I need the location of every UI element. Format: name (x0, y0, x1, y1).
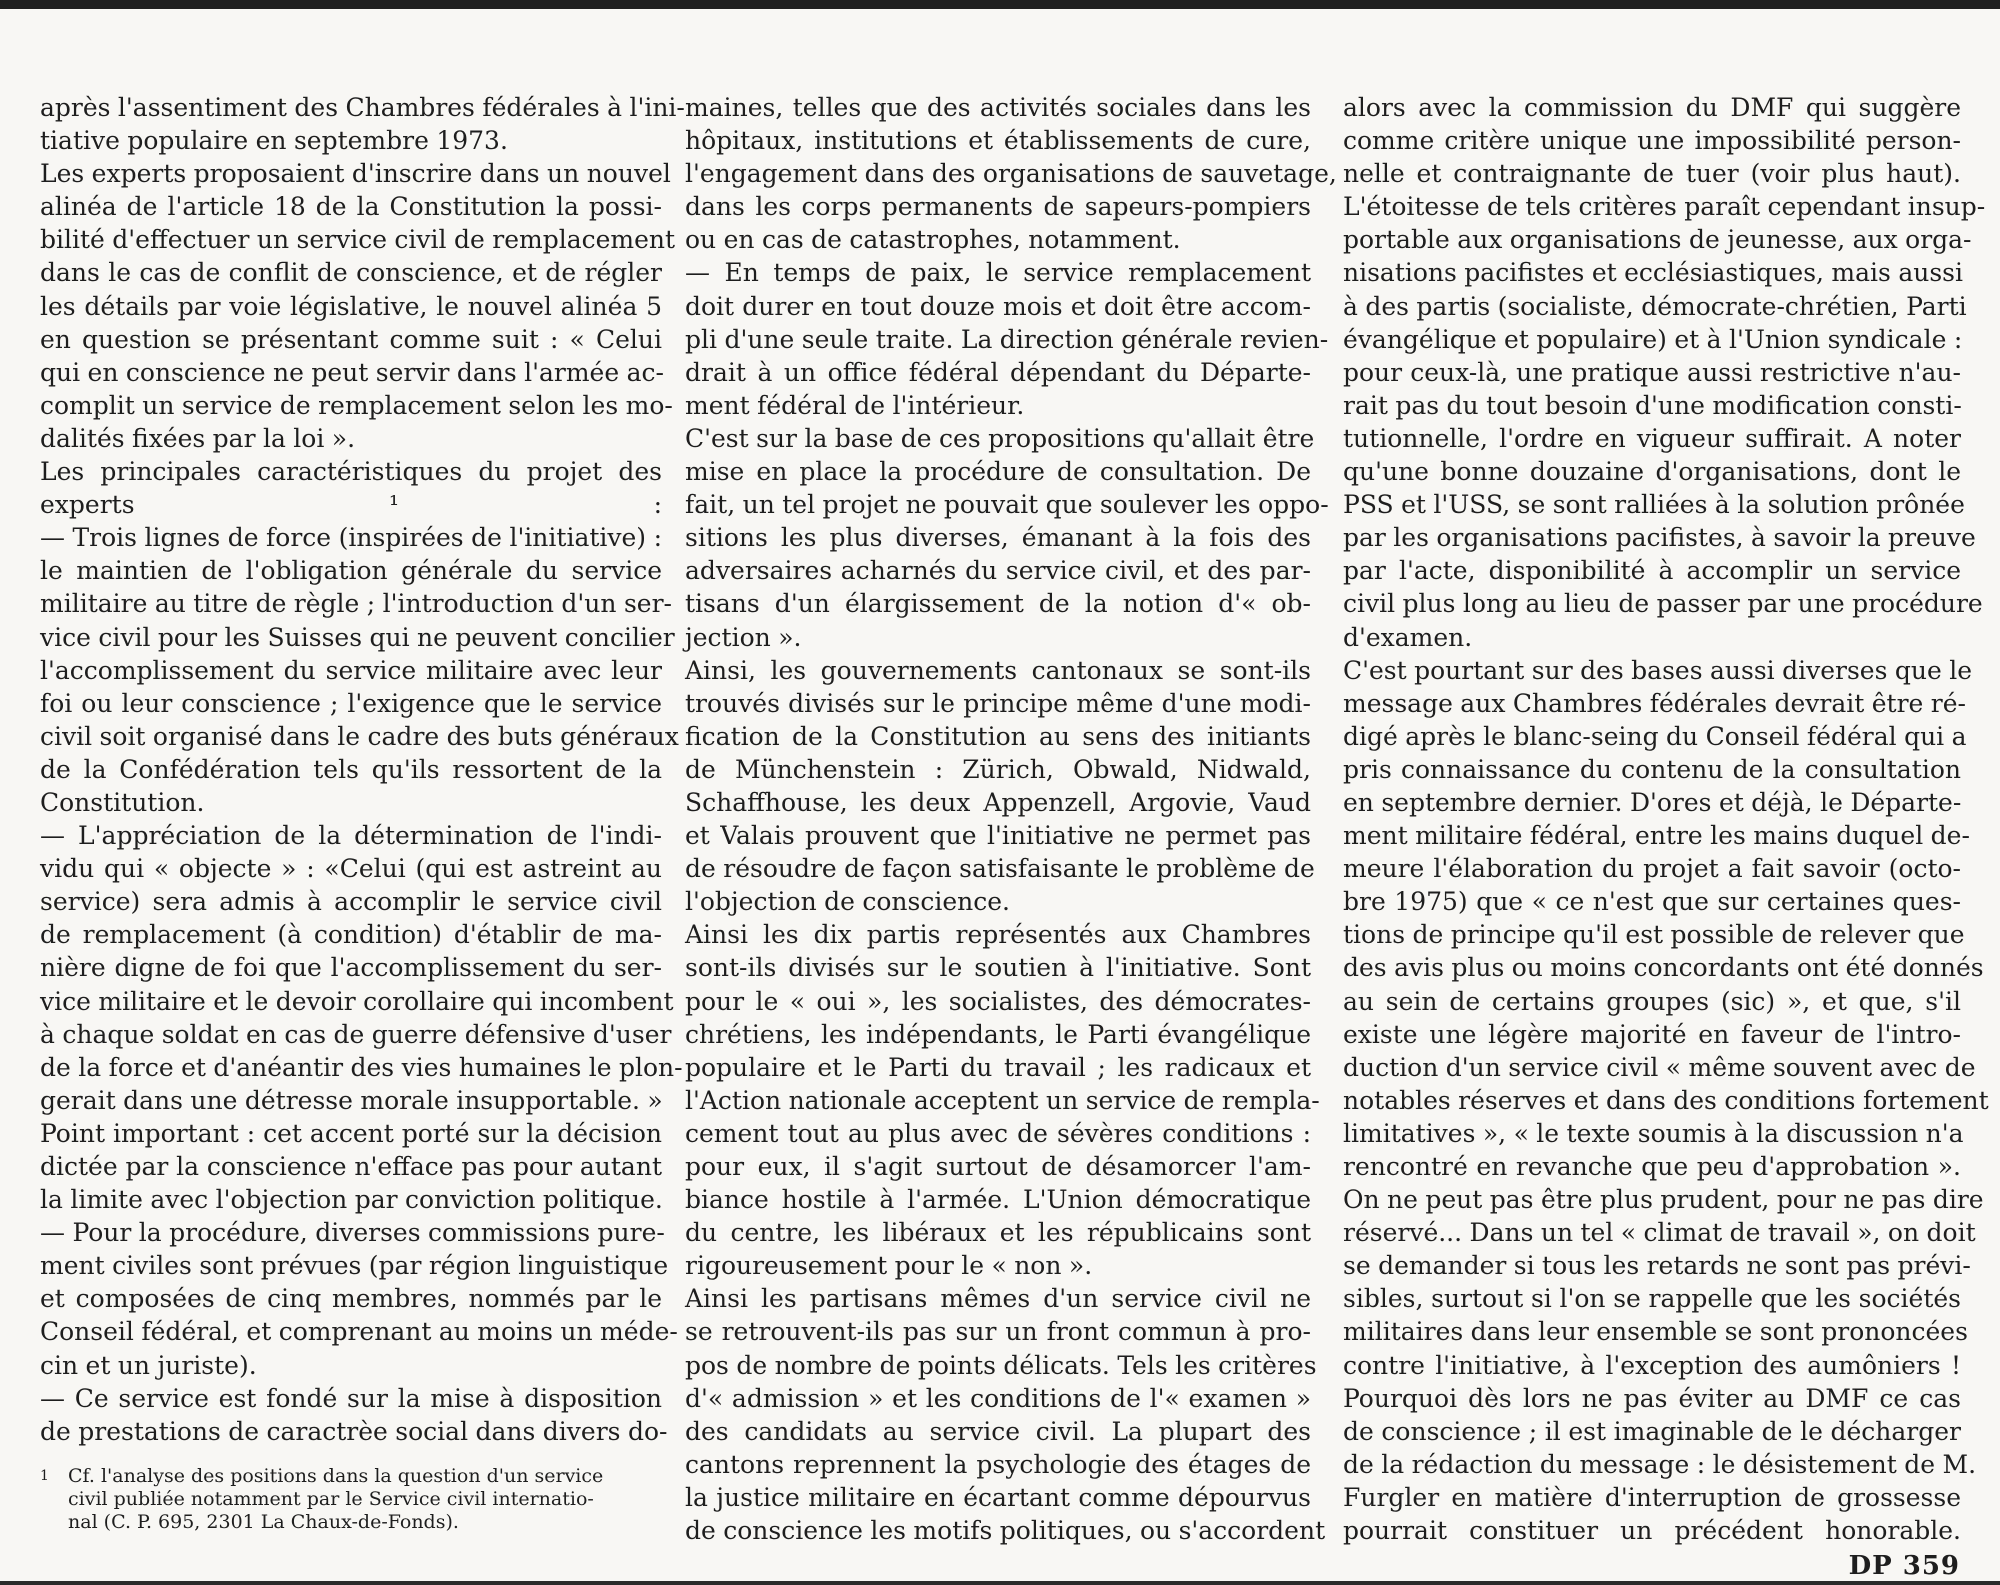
text-line: On ne peut pas être plus prudent, pour ne pas dire (1343, 1185, 1984, 1215)
text-line: notables réserves et dans des conditions fortement (1343, 1085, 1989, 1115)
text-line: mise en place la procédure de consultation. De (685, 457, 1311, 487)
text-line: vice civil pour les Suisses qui ne peuvent concilier (40, 622, 675, 652)
text-line: l'Action nationale acceptent un service de rempla- (685, 1085, 1320, 1115)
text-line: C'est pourtant sur des bases aussi diverses que le (1343, 655, 1972, 685)
text-line: vidu qui « objecte » : «Celui (qui est astreint au (40, 854, 662, 884)
text-line: d'examen. (1343, 622, 1473, 652)
text-line: tions de principe qu'il est possible de relever que (1343, 920, 1965, 950)
text-line: alors avec la commission du DMF qui suggère (1343, 93, 1961, 122)
text-line: tisans d'un élargissement de la notion d'« ob- (685, 589, 1311, 619)
text-line: — Pour la procédure, diverses commissions pure- (40, 1218, 665, 1248)
text-line: sitions les plus diverses, émanant à la fois des (685, 523, 1311, 553)
text-line: meure l'élaboration du projet a fait savoir (octo- (1343, 854, 1961, 884)
text-line: comme critère unique une impossibilité person- (1343, 126, 1961, 156)
text-line: le maintien de l'obligation générale du service (40, 556, 662, 586)
text-line: se demander si tous les retards ne sont pas prévi- (1343, 1251, 1971, 1281)
text-line: à des partis (socialiste, démocrate-chrétien, Parti (1343, 291, 1967, 321)
text-line: Schaffhouse, les deux Appenzell, Argovie, Vaud (685, 787, 1311, 817)
text-line: et composées de cinq membres, nommés par le (40, 1284, 662, 1314)
text-line: vice militaire et le devoir corollaire qui incombent (40, 986, 674, 1016)
text-column-2 (685, 91, 1337, 1547)
text-line: sont-ils divisés sur le soutien à l'initiative. Sont (685, 953, 1311, 983)
text-line: ment fédéral de l'intérieur. (685, 390, 1025, 420)
text-line: ou en cas de catastrophes, notamment. (685, 225, 1181, 255)
text-line: rigoureusement pour le « non ». (685, 1251, 1093, 1281)
text-line: l'accomplissement du service militaire avec leur (40, 655, 662, 685)
text-line: — Ce service est fondé sur la mise à disposition (40, 1383, 662, 1413)
text-line: se retrouvent-ils pas sur un front commun à pro- (685, 1317, 1311, 1347)
text-line: doit durer en tout douze mois et doit être accom- (685, 291, 1311, 321)
text-line: réservé... Dans un tel « climat de travail », on doit (1343, 1218, 1976, 1248)
text-line: nelle et contraignante de tuer (voir plus haut). (1343, 159, 1961, 189)
text-line: fait, un tel projet ne pouvait que soulever les oppo- (685, 490, 1329, 520)
text-line: L'étoitesse de tels critères paraît cependant insup- (1343, 192, 1986, 222)
text-line: maines, telles que des activités sociales dans les (685, 93, 1311, 122)
footnote (40, 1465, 662, 1534)
text-line: Ainsi, les gouvernements cantonaux se sont-ils (685, 655, 1311, 685)
text-line: ment militaire fédéral, entre les mains duquel de- (1343, 821, 1970, 851)
text-line: par les organisations pacifistes, à savoir la preuve (1343, 523, 1976, 553)
text-line: pour eux, il s'agit surtout de désamorcer l'am- (685, 1152, 1311, 1181)
text-line: rait pas du tout besoin d'une modification consti- (1343, 390, 1962, 420)
text-line: C'est sur la base de ces propositions qu'allait être (685, 423, 1315, 453)
text-line: jection ». (685, 622, 802, 652)
text-line: — En temps de paix, le service remplacement (685, 258, 1311, 288)
text-line: Constitution. (40, 787, 205, 817)
text-line: Ainsi les partisans mêmes d'un service civil ne (685, 1284, 1311, 1314)
text-line: pour ceux-là, une pratique aussi restrictive n'au- (1343, 357, 1961, 387)
text-line: nisations pacifistes et ecclésiastiques, mais aussi (1343, 258, 1963, 288)
text-line: Ainsi les dix partis représentés aux Chambres (685, 920, 1311, 950)
text-line: au sein de certains groupes (sic) », et que, s'il (1343, 986, 1961, 1016)
footnote-line: nal (C. P. 695, 2301 La Chaux-de-Fonds). (68, 1511, 459, 1533)
text-line: portable aux organisations de jeunesse, aux orga- (1343, 225, 1972, 255)
text-line: — L'appréciation de la détermination de l'indi- (40, 821, 662, 851)
text-line: Pourquoi dès lors ne pas éviter au DMF ce cas (1343, 1383, 1961, 1413)
text-line: Conseil fédéral, et comprenant au moins un méde- (40, 1317, 678, 1347)
text-line: qui en conscience ne peut servir dans l'armée ac- (40, 357, 664, 387)
text-line: experts ¹ : (40, 490, 662, 520)
text-line: alinéa de l'article 18 de la Constitution la possi- (40, 192, 662, 222)
text-line: cantons reprennent la psychologie des étages de (685, 1449, 1311, 1479)
text-line: l'objection de conscience. (685, 887, 1010, 917)
text-line: des candidats au service civil. La plupart des (685, 1416, 1311, 1446)
text-line: message aux Chambres fédérales devrait être ré- (1343, 688, 1966, 718)
text-line: pourrait constituer un précédent honorable. (1343, 1516, 1961, 1546)
text-line: Furgler en matière d'interruption de grossesse (1343, 1482, 1961, 1512)
text-line: pris connaissance du contenu de la consultation (1343, 754, 1961, 784)
text-line: de la rédaction du message : le désistement de M. (1343, 1449, 1977, 1479)
text-line: service) sera admis à accomplir le service civil (40, 887, 662, 917)
text-line: PSS et l'USS, se sont ralliées à la solution prônée (1343, 490, 1965, 520)
text-line: trouvés divisés sur le principe même d'une modi- (685, 688, 1311, 718)
text-line: évangélique et populaire) et à l'Union syndicale : (1343, 324, 1963, 354)
text-line: l'engagement dans des organisations de sauvetage, (685, 159, 1337, 189)
text-line: drait à un office fédéral dépendant du Départe- (685, 357, 1311, 387)
text-line: dictée par la conscience n'efface pas pour autant (40, 1152, 662, 1181)
text-line: populaire et le Parti du travail ; les radicaux et (685, 1052, 1311, 1082)
text-line: civil plus long au lieu de passer par une procédure (1343, 589, 1983, 619)
text-column-1 (40, 91, 685, 1448)
text-line: pli d'une seule traite. La direction générale revien- (685, 324, 1329, 354)
footnote-line: civil publiée notamment par le Service civil internatio- (68, 1488, 594, 1510)
text-line: bilité d'effectuer un service civil de remplacement (40, 225, 676, 255)
text-line: ment civiles sont prévues (par région linguistique (40, 1251, 669, 1281)
text-line: et Valais prouvent que l'initiative ne permet pas (685, 821, 1311, 851)
text-line: rencontré en revanche que peu d'approbation ». (1343, 1152, 1961, 1181)
text-line: hôpitaux, institutions et établissements de cure, (685, 126, 1311, 156)
text-line: adversaires acharnés du service civil, et des par- (685, 556, 1311, 586)
text-line: d'« admission » et les conditions de l'« examen » (685, 1383, 1311, 1413)
page-number-label: DP 359 (1848, 1551, 1960, 1581)
text-line: — Trois lignes de force (inspirées de l'initiative) : (40, 523, 662, 553)
text-line: contre l'initiative, à l'exception des aumôniers ! (1343, 1350, 1961, 1380)
text-line: les détails par voie législative, le nouvel alinéa 5 (40, 291, 662, 321)
text-line: pour le « oui », les socialistes, des démocrates- (685, 986, 1311, 1016)
text-line: à chaque soldat en cas de guerre défensive d'user (40, 1019, 672, 1049)
text-line: existe une légère majorité en faveur de l'intro- (1343, 1019, 1961, 1049)
text-line: en septembre dernier. D'ores et déjà, le Départe- (1343, 787, 1962, 817)
text-line: de Münchenstein : Zürich, Obwald, Nidwald, (685, 754, 1311, 784)
text-line: limitatives », « le texte soumis à la discussion n'a (1343, 1118, 1964, 1148)
text-line: sibles, surtout si l'on se rappelle que les sociétés (1343, 1284, 1961, 1314)
text-line: de conscience les motifs politiques, ou s'accordent (685, 1516, 1326, 1546)
text-line: la limite avec l'objection par conviction politique. (40, 1185, 663, 1215)
text-line: gerait dans une détresse morale insupportable. » (40, 1085, 663, 1115)
text-line: chrétiens, les indépendants, le Parti évangélique (685, 1019, 1311, 1049)
text-line: Les experts proposaient d'inscrire dans un nouvel (40, 159, 671, 189)
text-line: par l'acte, disponibilité à accomplir un service (1343, 556, 1961, 586)
text-line: Les principales caractéristiques du projet des (40, 457, 662, 487)
text-line: duction d'un service civil « même souvent avec de (1343, 1052, 1976, 1082)
text-line: de la force et d'anéantir des vies humaines le plon- (40, 1052, 683, 1082)
footnote-line: Cf. l'analyse des positions dans la question d'un service (68, 1465, 604, 1487)
text-line: tutionnelle, l'ordre en vigueur suffirait. A noter (1343, 423, 1961, 453)
text-line: de prestations de caractrèe social dans divers do- (40, 1416, 668, 1446)
text-line: de conscience ; il est imaginable de le décharger (1343, 1416, 1961, 1446)
text-line: tiative populaire en septembre 1973. (40, 126, 508, 156)
text-line: complit un service de remplacement selon les mo- (40, 390, 673, 420)
text-line: militaires dans leur ensemble se sont prononcées (1343, 1317, 1968, 1347)
bottom-border-rule (0, 1581, 2000, 1585)
text-column-3 (1343, 91, 1989, 1547)
text-line: après l'assentiment des Chambres fédérales à l'ini- (40, 93, 685, 122)
text-line: de la Confédération tels qu'ils ressortent de la (40, 754, 662, 784)
top-border-rule (0, 0, 2000, 9)
text-line: Point important : cet accent porté sur la décision (40, 1118, 662, 1148)
text-line: de remplacement (à condition) d'établir de ma- (40, 920, 662, 950)
text-line: dalités fixées par la loi ». (40, 423, 356, 453)
text-line: des avis plus ou moins concordants ont été donnés (1343, 953, 1984, 983)
text-line: bre 1975) que « ce n'est que sur certaines ques- (1343, 887, 1961, 917)
text-line: du centre, les libéraux et les républicains sont (685, 1218, 1311, 1248)
text-line: cin et un juriste). (40, 1350, 257, 1380)
footnote-marker: 1 (40, 1468, 49, 1484)
text-line: dans le cas de conflit de conscience, et de régler (40, 258, 662, 288)
text-line: en question se présentant comme suit : « Celui (40, 324, 662, 354)
footnote-text (68, 1465, 603, 1534)
text-line: fication de la Constitution au sens des initiants (685, 721, 1311, 751)
text-line: de résoudre de façon satisfaisante le problème de (685, 854, 1315, 884)
text-line: la justice militaire en écartant comme dépourvus (685, 1482, 1311, 1512)
text-line: foi ou leur conscience ; l'exigence que le service (40, 688, 662, 718)
text-line: civil soit organisé dans le cadre des buts généraux (40, 721, 679, 751)
text-line: militaire au titre de règle ; l'introduction d'un ser- (40, 589, 672, 619)
text-line: biance hostile à l'armée. L'Union démocratique (685, 1185, 1311, 1215)
text-line: cement tout au plus avec de sévères conditions : (685, 1118, 1311, 1148)
text-line: dans les corps permanents de sapeurs-pompiers (685, 192, 1311, 222)
text-line: qu'une bonne douzaine d'organisations, dont le (1343, 457, 1961, 487)
text-line: pos de nombre de points délicats. Tels les critères (685, 1350, 1317, 1380)
text-line: digé après le blanc-seing du Conseil fédéral qui a (1343, 721, 1967, 751)
text-line: nière digne de foi que l'accomplissement du ser- (40, 953, 662, 983)
